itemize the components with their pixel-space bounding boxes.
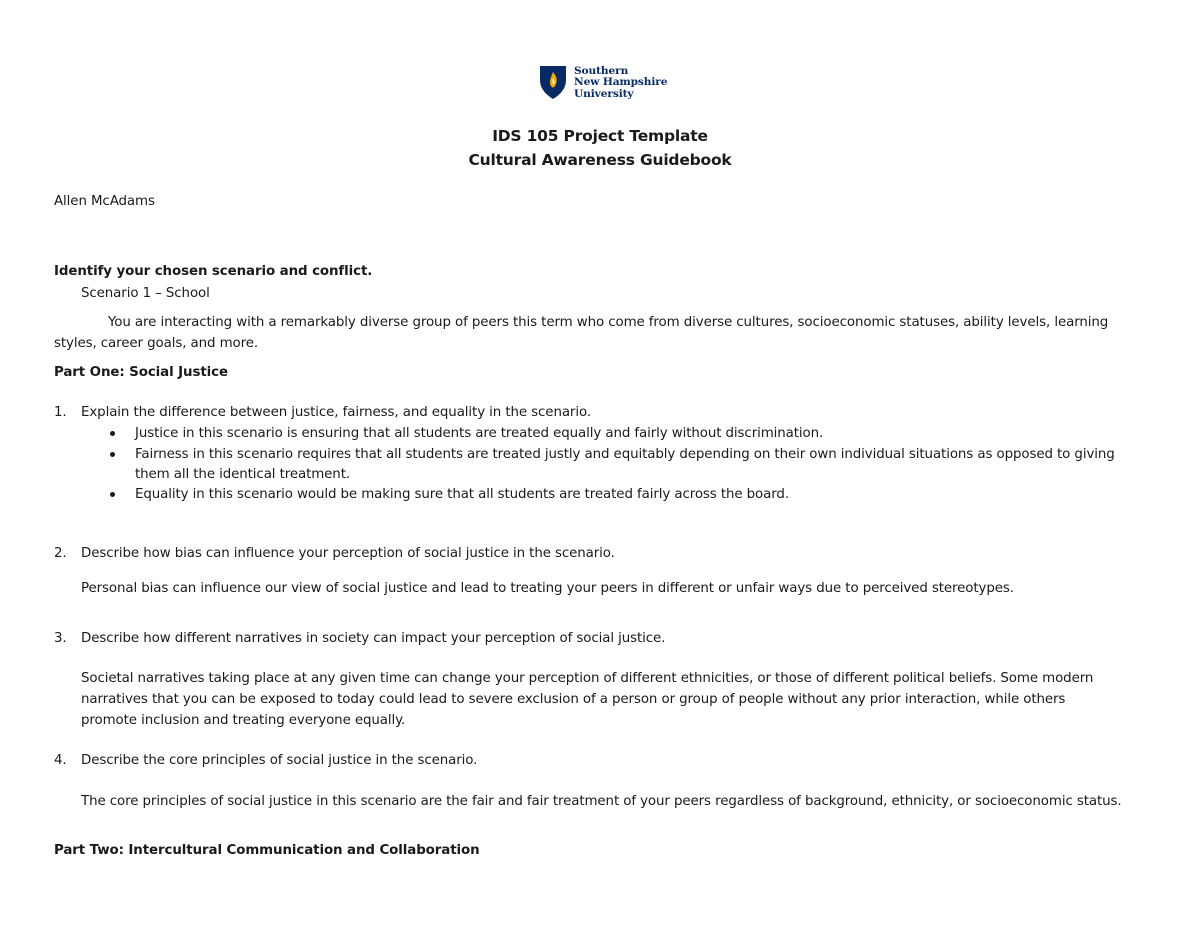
bullet-icon	[110, 492, 115, 497]
document-title: IDS 105 Project Template	[492, 127, 708, 145]
question-3-number: 3.	[54, 631, 67, 646]
q1-bullet-equality: Equality in this scenario would be making sure that all students are treated fairly across the board.	[135, 487, 789, 502]
question-4-text: Describe the core principles of social justice in the scenario.	[81, 753, 478, 768]
logo-wordmark	[574, 66, 667, 100]
q1-bullet-fairness-line-1: Fairness in this scenario requires that all students are treated justly and equitably depending on their own individual situations as opposed to giving	[135, 447, 1115, 462]
logo-line-2: New Hampshire	[574, 76, 668, 89]
part-two-heading: Part Two: Intercultural Communication and Collaboration	[54, 843, 480, 858]
scenario-description-line-1: You are interacting with a remarkably diverse group of peers this term who come from diverse cultures, socioeconomic statuses, ability levels, learning	[108, 315, 1109, 330]
scenario-description-line-2: styles, career goals, and more.	[54, 336, 259, 351]
logo-line-3: University	[574, 87, 634, 100]
question-3-text: Describe how different narratives in society can impact your perception of social justice.	[81, 631, 666, 646]
q1-bullet-justice: Justice in this scenario is ensuring that all students are treated equally and fairly without discrimination.	[135, 426, 824, 441]
q1-bullet-fairness-line-2: them all the identical treatment.	[135, 467, 351, 482]
question-1-number: 1.	[54, 405, 67, 420]
part-one-heading: Part One: Social Justice	[54, 365, 228, 380]
question-3-answer-line-2: narratives that you can be exposed to today could lead to severe exclusion of a person or group of people without any prior interaction, while others	[81, 692, 1066, 707]
logo-line-1: Southern	[574, 65, 629, 77]
snhu-shield-icon	[538, 64, 568, 100]
bullet-icon	[110, 431, 115, 436]
question-2-number: 2.	[54, 546, 67, 561]
identify-heading: Identify your chosen scenario and conflict.	[54, 264, 373, 279]
question-4-answer: The core principles of social justice in this scenario are the fair and fair treatment of your peers regardless of background, ethnicity, or socioeconomic status.	[81, 794, 1122, 809]
bullet-icon	[110, 452, 115, 457]
question-3-answer-line-1: Societal narratives taking place at any given time can change your perception of different ethnicities, or those of different political beliefs. Some modern	[81, 671, 1094, 686]
question-3-answer-line-3: promote inclusion and treating everyone equally.	[81, 713, 406, 728]
question-2-text: Describe how bias can influence your perception of social justice in the scenario.	[81, 546, 615, 561]
author-name: Allen McAdams	[54, 194, 155, 209]
document-subtitle: Cultural Awareness Guidebook	[468, 151, 732, 169]
scenario-label: Scenario 1 – School	[81, 286, 210, 301]
question-2-answer: Personal bias can influence our view of social justice and lead to treating your peers in different or unfair ways due to perceived stereotypes.	[81, 581, 1014, 596]
question-1-text: Explain the difference between justice, fairness, and equality in the scenario.	[81, 405, 591, 420]
question-4-number: 4.	[54, 753, 67, 768]
